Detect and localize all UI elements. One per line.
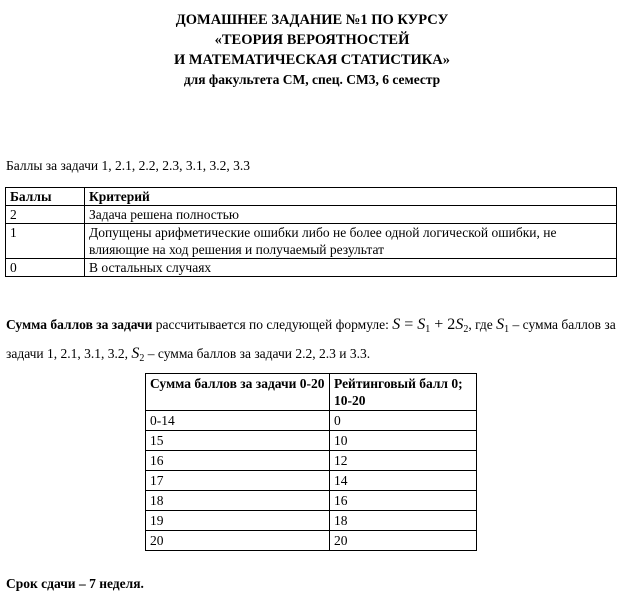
rating-table [145, 373, 477, 551]
rating-value: 12 [330, 451, 477, 471]
formula [392, 316, 468, 333]
table-row [146, 511, 477, 531]
rating-sum: 0-14 [146, 411, 330, 431]
where-s2-letter: S [131, 345, 140, 362]
formula-s: S [392, 316, 401, 333]
where-s1-letter: S [496, 316, 505, 333]
rating-value: 20 [330, 531, 477, 551]
table-row [6, 259, 617, 277]
criteria-text: Допущены арифметические ошибки либо не более одной логической ошибки, не влияющие на ход решения и получаемый результат [85, 224, 617, 259]
criteria-table [5, 187, 617, 277]
sum-text-2: , где [468, 317, 497, 332]
intro-text: Баллы за задачи 1, 2.1, 2.2, 2.3, 3.1, 3.2, 3.3 [6, 158, 251, 173]
rating-value: 18 [330, 511, 477, 531]
rating-header-row [146, 374, 477, 411]
table-row [146, 451, 477, 471]
criteria-header-row [6, 188, 617, 206]
document-title [0, 10, 624, 90]
formula-plus: + 2 [430, 316, 456, 333]
formula-eq: = [400, 316, 418, 333]
title-line-4: для факультета СМ, спец. СМ3, 6 семестр [183, 72, 441, 87]
rating-value: 0 [330, 411, 477, 431]
where-s1-sub: 1 [504, 324, 510, 335]
rating-sum: 15 [146, 431, 330, 451]
table-row [6, 206, 617, 224]
title-line-2: «ТЕОРИЯ ВЕРОЯТНОСТЕЙ [214, 32, 410, 48]
criteria-text: В остальных случаях [85, 259, 617, 277]
rating-sum: 16 [146, 451, 330, 471]
table-row [146, 471, 477, 491]
table-row [146, 411, 477, 431]
rating-value: 16 [330, 491, 477, 511]
where-s1 [496, 316, 509, 333]
where-s2-sub: 2 [139, 353, 145, 364]
rating-header-sum: Сумма баллов за задачи 0-20 [146, 374, 330, 411]
where-s2 [131, 345, 144, 362]
table-row [146, 491, 477, 511]
criteria-text: Задача решена полностью [85, 206, 617, 224]
criteria-score: 0 [6, 259, 85, 277]
criteria-score: 2 [6, 206, 85, 224]
sum-lead: Сумма баллов за задачи [6, 317, 153, 332]
formula-s1: S [417, 316, 426, 333]
formula-sub2: 2 [463, 324, 469, 335]
formula-s2: S [455, 316, 464, 333]
table-row [6, 224, 617, 259]
title-line-1: ДОМАШНЕЕ ЗАДАНИЕ №1 ПО КУРСУ [175, 12, 449, 28]
rating-value: 10 [330, 431, 477, 451]
criteria-header-score: Баллы [6, 188, 85, 206]
title-line-3: И МАТЕМАТИЧЕСКАЯ СТАТИСТИКА» [173, 52, 451, 68]
rating-header-rating: Рейтинговый балл 0; 10-20 [330, 374, 477, 411]
rating-sum: 17 [146, 471, 330, 491]
rating-value: 14 [330, 471, 477, 491]
table-row [146, 431, 477, 451]
table-row [146, 531, 477, 551]
rating-sum: 19 [146, 511, 330, 531]
criteria-score: 1 [6, 224, 85, 259]
rating-sum: 18 [146, 491, 330, 511]
sum-text-1: рассчитывается по следующей формуле: [152, 317, 393, 332]
formula-sub1: 1 [425, 324, 431, 335]
sum-text-4: – сумма баллов за задачи 2.2, 2.3 и 3.3. [144, 346, 371, 361]
sum-text-3: – сумма баллов за задачи 1, 2.1, 3.1, 3.2, [6, 317, 616, 361]
deadline-text: Срок сдачи – 7 неделя. [6, 576, 144, 591]
rating-sum: 20 [146, 531, 330, 551]
criteria-header-criterion: Критерий [85, 188, 617, 206]
sum-formula-paragraph [6, 313, 618, 371]
